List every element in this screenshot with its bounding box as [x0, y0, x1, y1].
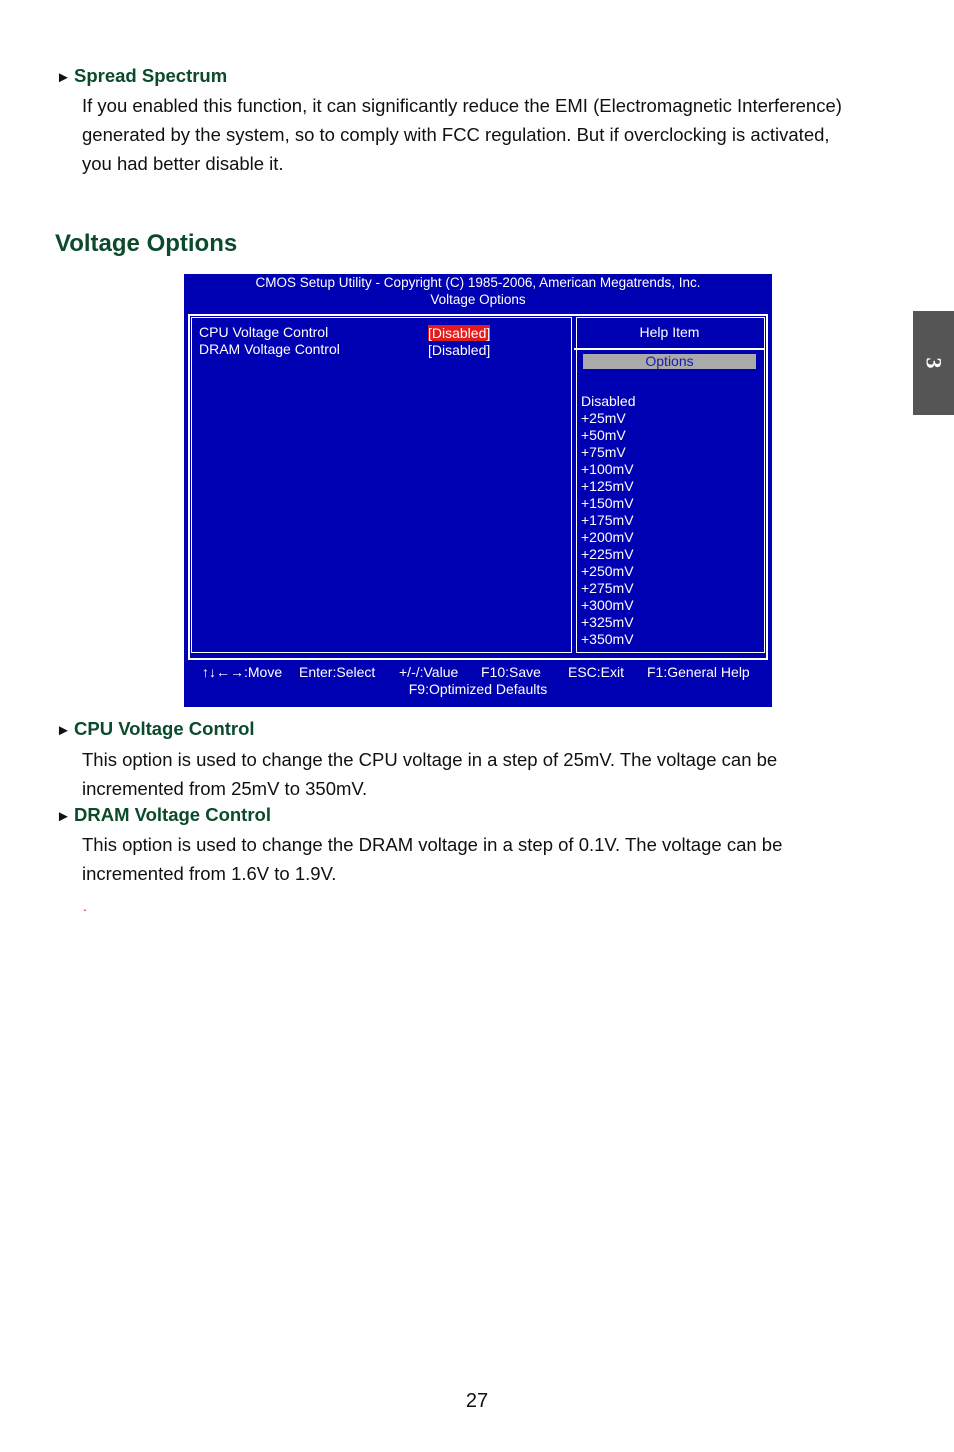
footer-move-hint: ↑↓←→:Move — [202, 664, 283, 680]
bullet-arrow-icon: ► — [56, 808, 71, 825]
bullet-arrow-icon: ► — [56, 69, 71, 86]
option-item[interactable]: +350mV — [581, 631, 634, 647]
cpu-voltage-heading — [56, 718, 255, 742]
footer-exit-hint: ESC:Exit — [568, 664, 625, 680]
option-item[interactable]: +100mV — [581, 461, 634, 477]
option-item[interactable]: +150mV — [581, 495, 634, 511]
bios-screen — [184, 274, 772, 707]
paragraph-line: you had better disable it. — [82, 153, 284, 174]
paragraph-line: If you enabled this function, it can significantly reduce the EMI (Electromagnetic Interference) — [82, 95, 842, 116]
page-number: 27 — [465, 1390, 489, 1412]
help-item-title: Help Item — [639, 324, 700, 340]
footer-select-hint: Enter:Select — [299, 664, 376, 680]
option-item[interactable]: +25mV — [581, 410, 626, 426]
paragraph-line: incremented from 25mV to 350mV. — [82, 778, 368, 799]
chapter-tab — [913, 311, 954, 415]
help-divider — [574, 348, 764, 350]
cpu-voltage-title: CPU Voltage Control — [74, 718, 255, 739]
option-item[interactable]: +300mV — [581, 597, 634, 613]
bios-copyright: CMOS Setup Utility - Copyright (C) 1985-2006, American Megatrends, Inc. — [255, 275, 701, 290]
option-item[interactable]: +275mV — [581, 580, 634, 596]
option-item[interactable]: +200mV — [581, 529, 634, 545]
cpu-voltage-control-label[interactable]: CPU Voltage Control — [199, 324, 329, 340]
red-mark: . — [83, 898, 87, 914]
bullet-arrow-icon: ► — [56, 722, 71, 739]
spread-spectrum-title: Spread Spectrum — [74, 65, 228, 86]
chapter-number: 3 — [921, 357, 947, 369]
paragraph-line: This option is used to change the CPU voltage in a step of 25mV. The voltage can be — [82, 749, 778, 770]
options-list — [581, 393, 635, 648]
options-title-bar: Options — [583, 354, 756, 369]
dram-voltage-title: DRAM Voltage Control — [74, 804, 271, 825]
option-item[interactable]: +50mV — [581, 427, 626, 443]
section-title: Voltage Options — [55, 230, 238, 257]
option-item[interactable]: +175mV — [581, 512, 634, 528]
option-item[interactable]: Disabled — [581, 393, 636, 409]
dram-voltage-control-value[interactable]: [Disabled] — [428, 342, 491, 358]
footer-defaults-hint: F9:Optimized Defaults — [408, 681, 548, 697]
cpu-voltage-control-value[interactable]: [Disabled] — [428, 325, 491, 341]
paragraph-line: incremented from 1.6V to 1.9V. — [82, 863, 337, 884]
paragraph-line: This option is used to change the DRAM voltage in a step of 0.1V. The voltage can be — [82, 834, 783, 855]
option-item[interactable]: +325mV — [581, 614, 634, 630]
option-item[interactable]: +125mV — [581, 478, 634, 494]
footer-help-hint: F1:General Help — [647, 664, 750, 680]
footer-value-hint: +/-/:Value — [399, 664, 459, 680]
bios-settings-panel — [191, 317, 572, 653]
cpu-voltage-description — [82, 745, 902, 803]
spread-spectrum-heading — [56, 65, 227, 89]
footer-save-hint: F10:Save — [481, 664, 541, 680]
dram-voltage-control-label[interactable]: DRAM Voltage Control — [199, 341, 340, 357]
bios-page-title: Voltage Options — [430, 292, 526, 307]
option-item[interactable]: +225mV — [581, 546, 634, 562]
paragraph-line: generated by the system, so to comply with FCC regulation. But if overclocking is activated, — [82, 124, 830, 145]
dram-voltage-heading — [56, 804, 271, 828]
dram-voltage-description — [82, 830, 902, 888]
spread-spectrum-description — [82, 91, 902, 178]
option-item[interactable]: +250mV — [581, 563, 634, 579]
option-item[interactable]: +75mV — [581, 444, 626, 460]
